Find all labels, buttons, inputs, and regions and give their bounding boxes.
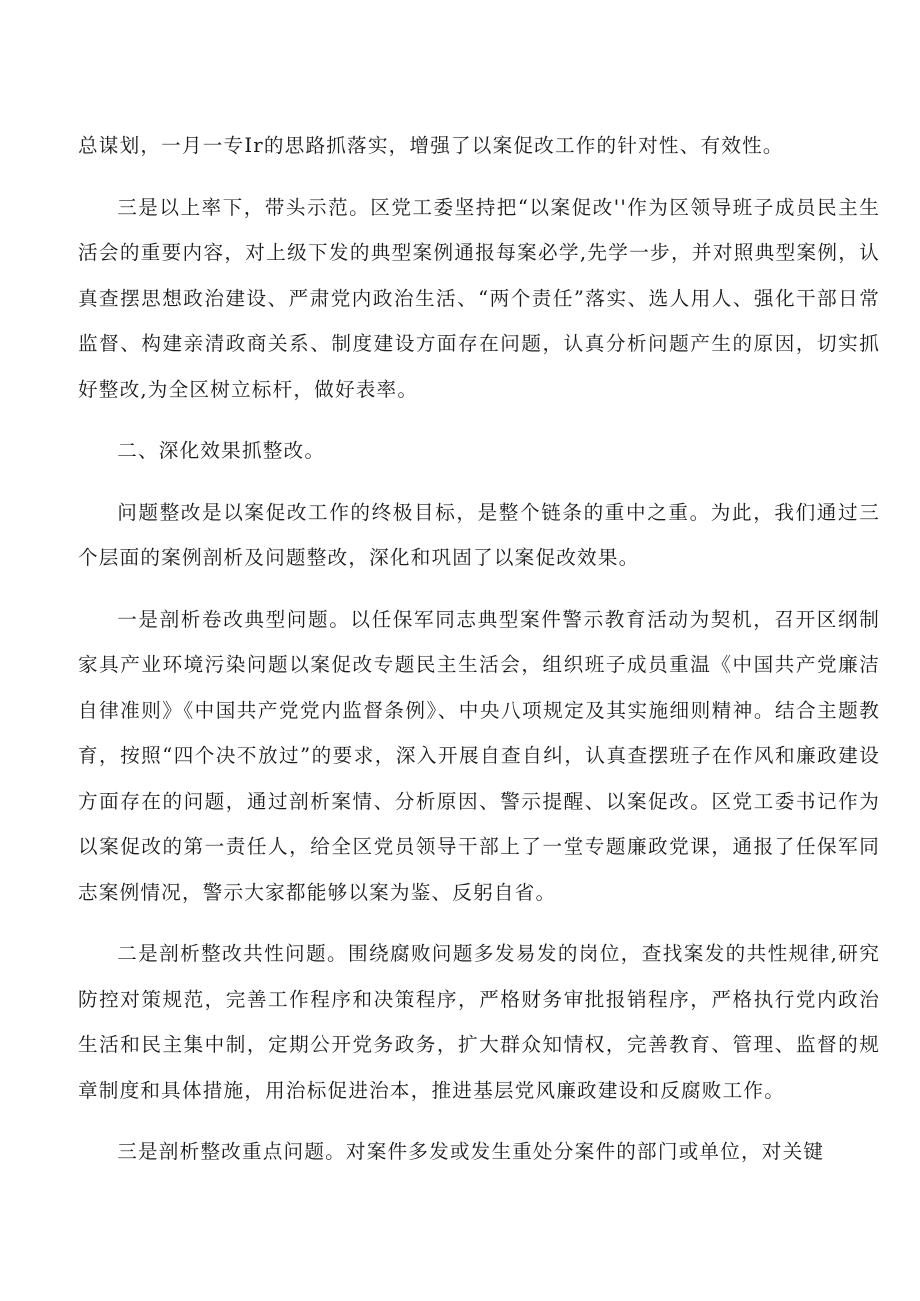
paragraph-key-problems: 三是剖析整改重点问题。对案件多发或发生重处分案件的部门或单位，对关键 bbox=[117, 1140, 825, 1163]
paragraph-continuation: 总谋划，一月一专Ir的思路抓落实，增强了以案促改工作的针对性、有效性。 bbox=[78, 134, 784, 157]
paragraph-lead-by-example: 三是以上率下，带头示范。区党工委坚持把“以案促改''作为区领导班子成员民主生活会的重要内容，对上级下发的典型案例通报每案必学,先学一步，并对照典型案例，认真查摆思想政治建设、严肃党内政治生活、“两个责任”落实、选人用人、强化干部日常监督、构建亲清政商关系、制度建设方面存在问题，认真分析问题产生的原因，切实抓好整改,为全区树立标杆，做好表率。 bbox=[78, 195, 880, 401]
paragraph-typical-problems: 一是剖析卷改典型问题。以任保军同志典型案件警示教育活动为契机，召开区纲制家具产业环境污染问题以案促改专题民主生活会，组织班子成员重温《中国共产党廉洁自律准则》《中国共产党党内监督条例》、中央八项规定及其实施细则精神。结合主题教育，按照“四个决不放过”的要求，深入开展自查自纠，认真查摆班子在作风和廉政建设方面存在的问题，通过剖析案情、分析原因、警示提醒、以案促改。区党工委书记作为以案促改的第一责任人，给全区党员领导干部上了一堂专题廉政党课，通报了任保军同志案例情况，警示大家都能够以案为鉴、反躬自省。 bbox=[78, 607, 880, 904]
section-heading-deepen-rectification: 二、深化效果抓整改。 bbox=[117, 439, 326, 462]
paragraph-rectification-goal: 问题整改是以案促改工作的终极目标，是整个链条的重中之重。为此，我们通过三个层面的案例剖析及问题整改，深化和巩固了以案促改效果。 bbox=[78, 500, 880, 569]
paragraph-common-problems: 二是剖析整改共性问题。围绕腐败问题多发易发的岗位，查找案发的共性规律,研究防控对策规范，完善工作程序和决策程序，严格财务审批报销程序，严格执行党内政治生活和民主集中制，定期公开党务政务，扩大群众知情权，完善教育、管理、监督的规章制度和具体措施，用治标促进治本，推进基层党风廉政建设和反腐败工作。 bbox=[78, 942, 880, 1102]
